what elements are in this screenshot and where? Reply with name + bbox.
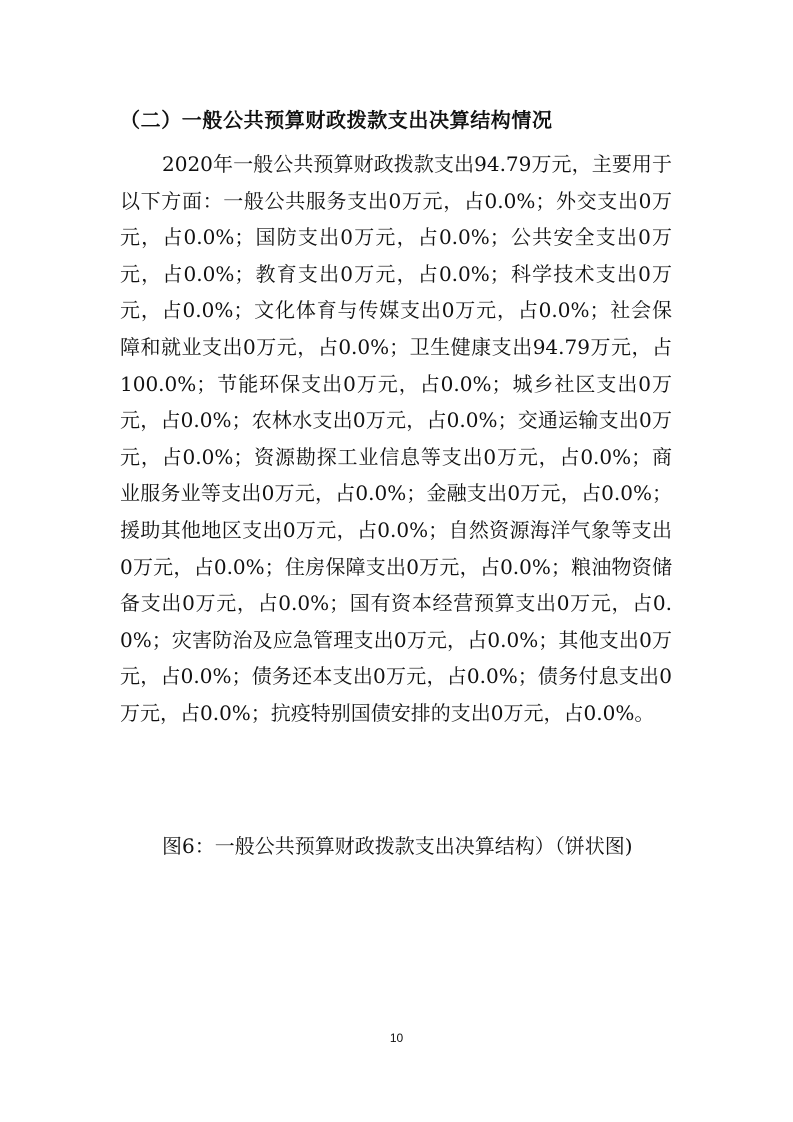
section-heading: （二）一般公共预算财政拨款支出决算结构情况 bbox=[120, 108, 553, 132]
figure-caption: 图6：一般公共预算财政拨款支出决算结构）（饼状图) bbox=[162, 834, 633, 858]
page-number: 10 bbox=[389, 1031, 404, 1045]
expenditure-structure-paragraph: 2020年一般公共预算财政拨款支出94.79万元，主要用于以下方面：一般公共服务支出0万元，占0.0%；外交支出0万元，占0.0%；国防支出0万元，占0.0%；公共安全支出0万元，占0.0%；教育支出0万元，占0.0%；科学技术支出0万元，占0.0%；文化体育与传媒支出0万元，占0.0%；社会保障和就业支出0万元，占0.0%；卫生健康支出94.79万元，占100.0%；节能环保支出0万元，占0.0%；城乡社区支出0万元，占0.0%；农林水支出0万元，占0.0%；交通运输支出0万元，占0.0%；资源勘探工业信息等支出0万元，占0.0%；商业服务业等支出0万元，占0.0%；金融支出0万元，占0.0%；援助其他地区支出0万元，占0.0%；自然资源海洋气象等支出0万元，占0.0%；住房保障支出0万元，占0.0%；粮油物资储备支出0万元，占0.0%；国有资本经营预算支出0万元，占0.0%；灾害防治及应急管理支出0万元，占0.0%；其他支出0万元，占0.0%；债务还本支出0万元，占0.0%；债务付息支出0万元，占0.0%；抗疫特别国债安排的支出0万元，占0.0%。 bbox=[120, 152, 672, 725]
